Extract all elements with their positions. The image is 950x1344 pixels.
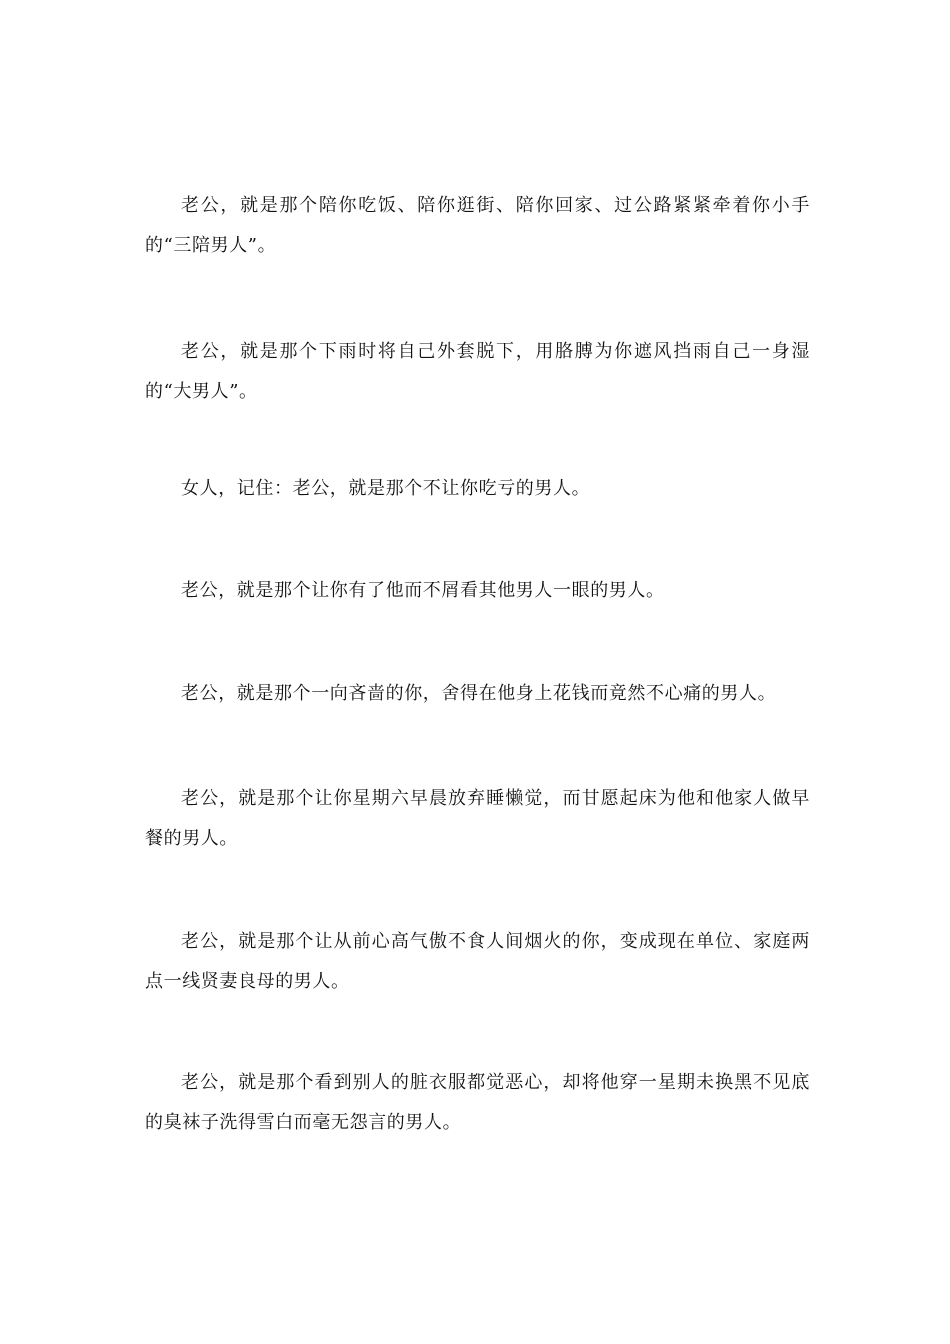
paragraph-8: 老公，就是那个看到别人的脏衣服都觉恶心，却将他穿一星期未换黑不见底的臭袜子洗得雪白而毫无怨言的男人。 <box>145 1072 810 1133</box>
paragraph-6: 老公，就是那个让你星期六早晨放弃睡懒觉，而甘愿起床为他和他家人做早餐的男人。 <box>145 788 810 849</box>
paragraph-4: 老公，就是那个让你有了他而不屑看其他男人一眼的男人。 <box>181 580 665 601</box>
paragraph-3: 女人，记住：老公，就是那个不让你吃亏的男人。 <box>181 478 591 499</box>
paragraph-2: 老公，就是那个下雨时将自己外套脱下，用胳膊为你遮风挡雨自己一身湿的“大男人”。 <box>145 341 810 402</box>
paragraph-5: 老公，就是那个一向吝啬的你，舍得在他身上花钱而竟然不心痛的男人。 <box>181 683 777 704</box>
paragraph-1: 老公，就是那个陪你吃饭、陪你逛街、陪你回家、过公路紧紧牵着你小手的“三陪男人”。 <box>145 195 810 256</box>
paragraph-7: 老公，就是那个让从前心高气傲不食人间烟火的你，变成现在单位、家庭两点一线贤妻良母的男人。 <box>145 931 810 992</box>
